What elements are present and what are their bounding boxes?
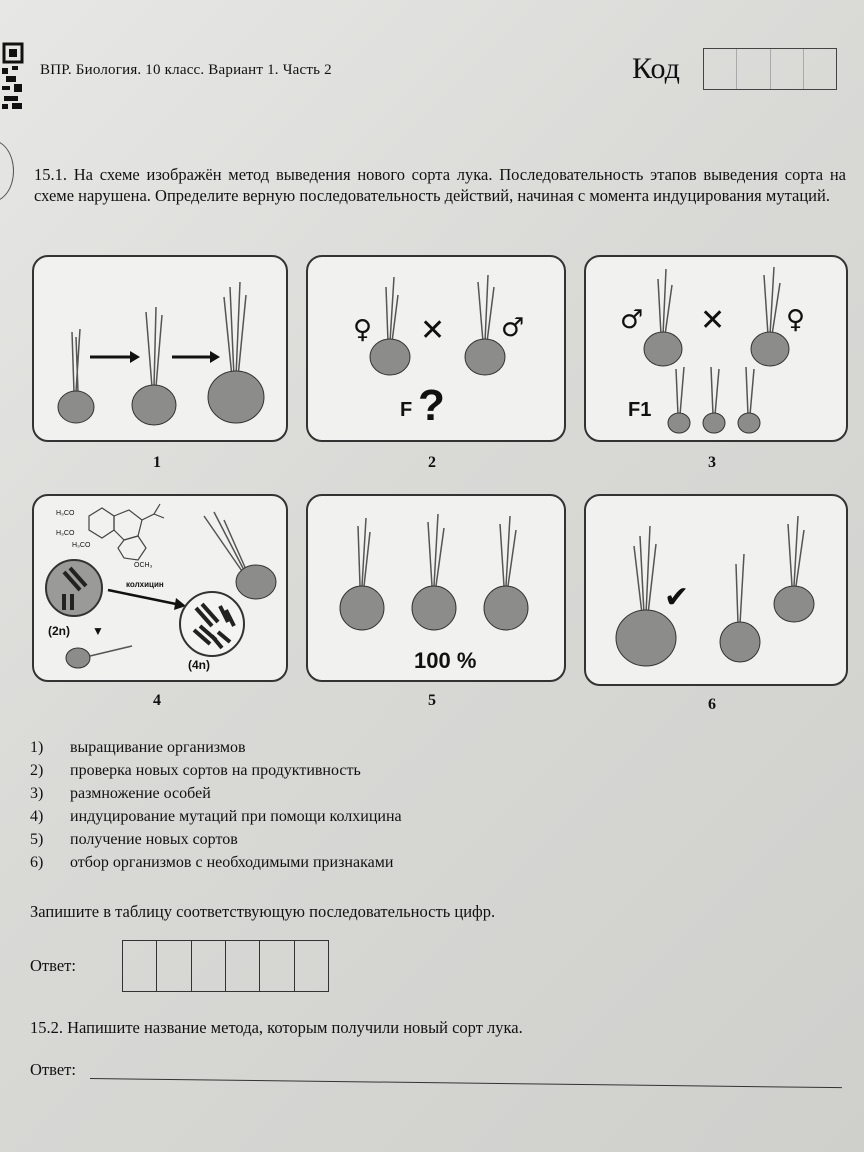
task-15-1-text: 15.1. На схеме изображён метод выведения нового сорта лука. Последовательность этапов выведения сорта на схеме нарушена. Определите верную последовательность действий, начиная с момента индуцирования мутаций.: [34, 165, 846, 205]
chem-label-1: H₃CO: [56, 510, 75, 517]
scheme-panel-2: [306, 255, 566, 442]
answer-2-label: Ответ:: [30, 1060, 76, 1079]
tetraploid-label: (4n): [188, 658, 210, 672]
onion-growth-illustration: [34, 257, 286, 440]
down-arrow-icon: ▼: [92, 624, 104, 638]
scheme-panel-3: [584, 255, 848, 442]
answer-label: Ответ:: [30, 956, 76, 975]
list-item: 4) индуцирование мутаций при помощи колхицина: [30, 808, 402, 825]
qr-code-icon: [0, 42, 26, 110]
panel-number-1: 1: [153, 454, 161, 471]
list-item: 6) отбор организмов с необходимыми признаками: [30, 854, 394, 871]
list-item: 1) выращивание организмов: [30, 739, 246, 756]
scheme-panel-1: [32, 255, 288, 442]
colchicine-label: колхицин: [126, 580, 164, 589]
female-symbol-icon: ♀: [786, 305, 806, 335]
panel-number-4: 4: [153, 692, 161, 709]
male-symbol-icon: ♂: [501, 313, 525, 343]
question-mark: ?: [418, 381, 445, 430]
chem-label-2: H₃CO: [56, 530, 75, 537]
chem-label-4: OCH₃: [134, 562, 153, 569]
diploid-label: (2n): [48, 624, 70, 638]
female-symbol-icon: ♀: [353, 315, 373, 345]
panel-number-6: 6: [708, 696, 716, 713]
onion-f1-illustration: [586, 257, 846, 440]
list-item: 3) размножение особей: [30, 785, 211, 802]
task-15-2-text: 15.2. Напишите название метода, которым получили новый сорт лука.: [30, 1018, 523, 1037]
cross-symbol-icon: ✕: [700, 303, 726, 338]
panel-number-5: 5: [428, 692, 436, 709]
list-item: 5) получение новых сортов: [30, 831, 238, 848]
code-label: Код: [632, 52, 680, 85]
onion-selection-illustration: [586, 496, 846, 684]
answer-input-boxes[interactable]: [122, 940, 329, 992]
code-input-boxes[interactable]: [703, 48, 837, 90]
scheme-panel-4: [32, 494, 288, 682]
chem-label-3: H₃CO: [72, 542, 91, 549]
answer-2-line[interactable]: [90, 1078, 842, 1088]
panel-number-2: 2: [428, 454, 436, 471]
f-label: F: [400, 399, 413, 421]
options-list: [30, 736, 402, 874]
scheme-panel-6: [584, 494, 848, 686]
instruction-text: Запишите в таблицу соответствующую последовательность цифр.: [30, 902, 496, 921]
checkmark-icon: ✔: [664, 580, 690, 615]
f1-label: F1: [628, 399, 652, 421]
header-title: ВПР. Биология. 10 класс. Вариант 1. Часть 2: [40, 62, 332, 78]
scheme-panel-5: [306, 494, 566, 682]
cross-symbol-icon: ✕: [420, 313, 446, 348]
list-item: 2) проверка новых сортов на продуктивность: [30, 762, 361, 779]
margin-mark: [0, 140, 14, 202]
male-symbol-icon: ♂: [620, 305, 644, 335]
percent-label: 100 %: [414, 648, 477, 673]
panel-number-3: 3: [708, 454, 716, 471]
